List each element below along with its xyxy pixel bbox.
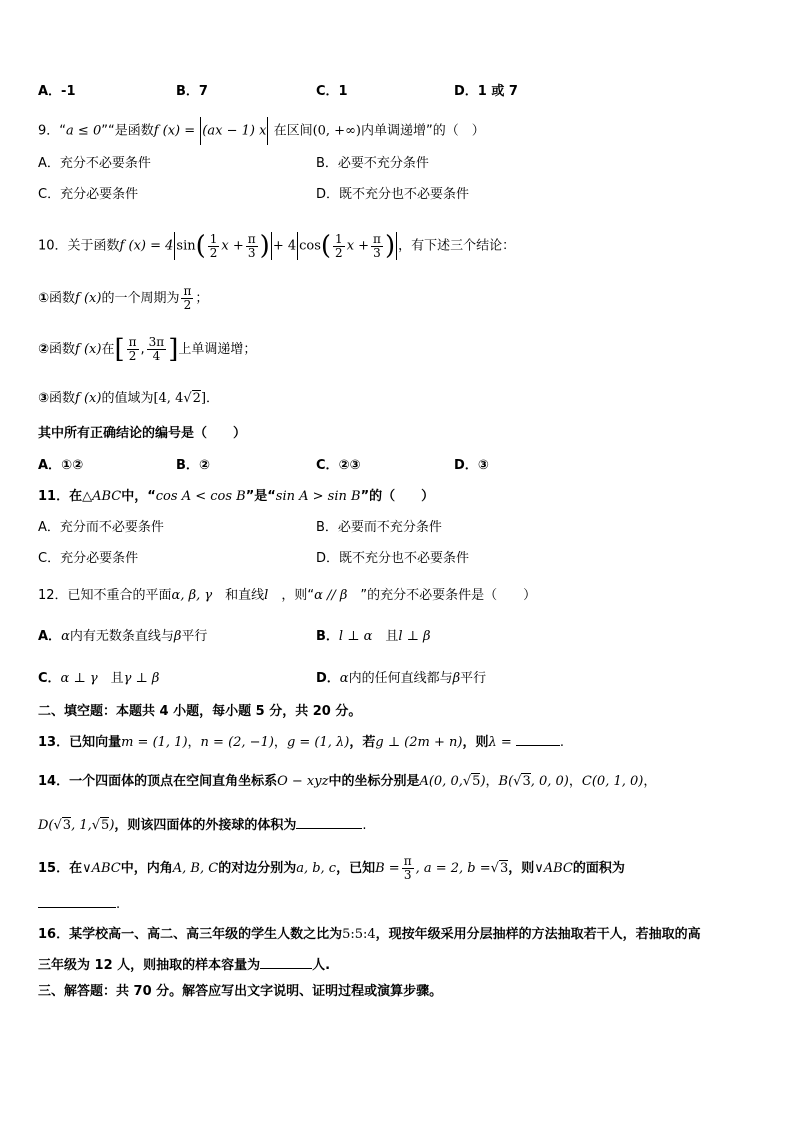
q10-option-b: B．② <box>176 458 210 473</box>
q10-three-2: 3 <box>373 245 381 260</box>
q14-stem: 14．一个四面体的顶点在空间直角坐标系O − xyz中的坐标分别是A(0, 0,√5)，B(√3, 0, 0)，C(0, 1, 0)， <box>38 774 657 789</box>
q13-answer-blank <box>516 733 560 746</box>
q9-stem: 9．“a ≤ 0”“是函数f (x) = (ax − 1) x 在区间(0, +∞)内单调递增”的（ ） <box>38 117 485 145</box>
q12-stem: 12．已知不重合的平面α, β, γ 和直线l ，则“α // β ”的充分不必要条件是（ ） <box>38 588 537 603</box>
q15-answer-blank <box>38 895 116 908</box>
q10-option-d: D．③ <box>454 458 489 473</box>
q10-pi-num-2: π <box>373 231 381 246</box>
q16-answer-blank <box>260 956 312 969</box>
q10-statement-3: ③函数f (x)的值域为[4, 4√2]． <box>38 391 220 406</box>
q10-stem: 10．关于函数f (x) = 4 sin( $\frac{1}{2}$ x + $\frac{\pi}{3}$ ) + 4 cos( $\frac{1}{2}$ x + $\frac{\pi}{3}$ ) ，有下述三个结论： <box>38 231 516 261</box>
q12-option-c: C．α ⊥ γ 且γ ⊥ β <box>38 671 160 686</box>
q9-option-d: D．既不充分也不必要条件 <box>316 187 470 202</box>
q9-option-a: A．充分不必要条件 <box>38 156 151 171</box>
q10-statement-1: ①函数f (x)的一个周期为 $\frac{\pi}{2}$ ； <box>38 284 209 312</box>
q8-option-c: C．1 <box>316 84 348 99</box>
q9-option-c: C．充分必要条件 <box>38 187 139 202</box>
q15-answer-line: . <box>38 895 120 915</box>
section-3-heading: 三、解答题：共 70 分。解答应写出文字说明、证明过程或演算步骤。 <box>38 984 443 999</box>
q10-option-c: C．②③ <box>316 458 361 473</box>
q11-stem: 11．在△ABC中，“cos A < cos B”是“sin A > sin B”的（ ） <box>38 489 435 504</box>
q8-option-d: D．1 或 7 <box>454 84 518 99</box>
q11-option-d: D．既不充分也不必要条件 <box>316 551 470 566</box>
q16-stem-cont: 三年级为 12 人，则抽取的样本容量为 人. <box>38 958 331 973</box>
q14-stem-cont: D(√3, 1,√5)，则该四面体的外接球的体积为 . <box>38 818 367 833</box>
q12-option-a: A．α内有无数条直线与β平行 <box>38 629 208 644</box>
q12-option-d: D．α内的任何直线都与β平行 <box>316 671 487 686</box>
q15-stem: 15．在∨ABC中，内角A, B, C的对边分别为a, b, c，已知B = $\frac{\pi}{3}$ , a = 2, b =√3，则∨ABC的面积为 <box>38 854 625 882</box>
q10-x-plus-2: x + <box>346 238 370 254</box>
q12-option-b: B．l ⊥ α 且l ⊥ β <box>316 629 431 644</box>
q10-x-plus-1: x + <box>221 238 244 254</box>
q10-statement-2: ②函数f (x)在[ $\frac{\pi}{2}$ , $\frac{3\pi}{4}$ ]上单调递增； <box>38 334 257 365</box>
q8-option-b: B．7 <box>176 84 208 99</box>
q11-option-b: B．必要而不充分条件 <box>316 520 442 535</box>
q10-option-a: A．①② <box>38 458 84 473</box>
q11-option-c: C．充分必要条件 <box>38 551 139 566</box>
q10-half-den-2: 2 <box>335 245 343 260</box>
q13-stem: 13．已知向量m = (1, 1)，n = (2, −1)，g = (1, λ)，若g ⊥ (2m + n)，则λ = . <box>38 735 565 750</box>
q13-sep-2: ， <box>273 735 287 750</box>
section-2-heading: 二、填空题：本题共 4 小题，每小题 5 分，共 20 分。 <box>38 704 362 719</box>
q9-option-b: B．必要不充分条件 <box>316 156 429 171</box>
q10-ask: 其中所有正确结论的编号是（ ） <box>38 426 247 441</box>
q16-stem: 16．某学校高一、高二、高三年级的学生人数之比为5:5:4，现按年级采用分层抽样的方法抽取若干人，若抽取的高 <box>38 927 701 942</box>
q8-option-a: A．-1 <box>38 84 76 99</box>
q14-answer-blank <box>296 816 362 829</box>
q10-half-num-2: 1 <box>335 231 343 246</box>
q11-option-a: A．充分而不必要条件 <box>38 520 164 535</box>
